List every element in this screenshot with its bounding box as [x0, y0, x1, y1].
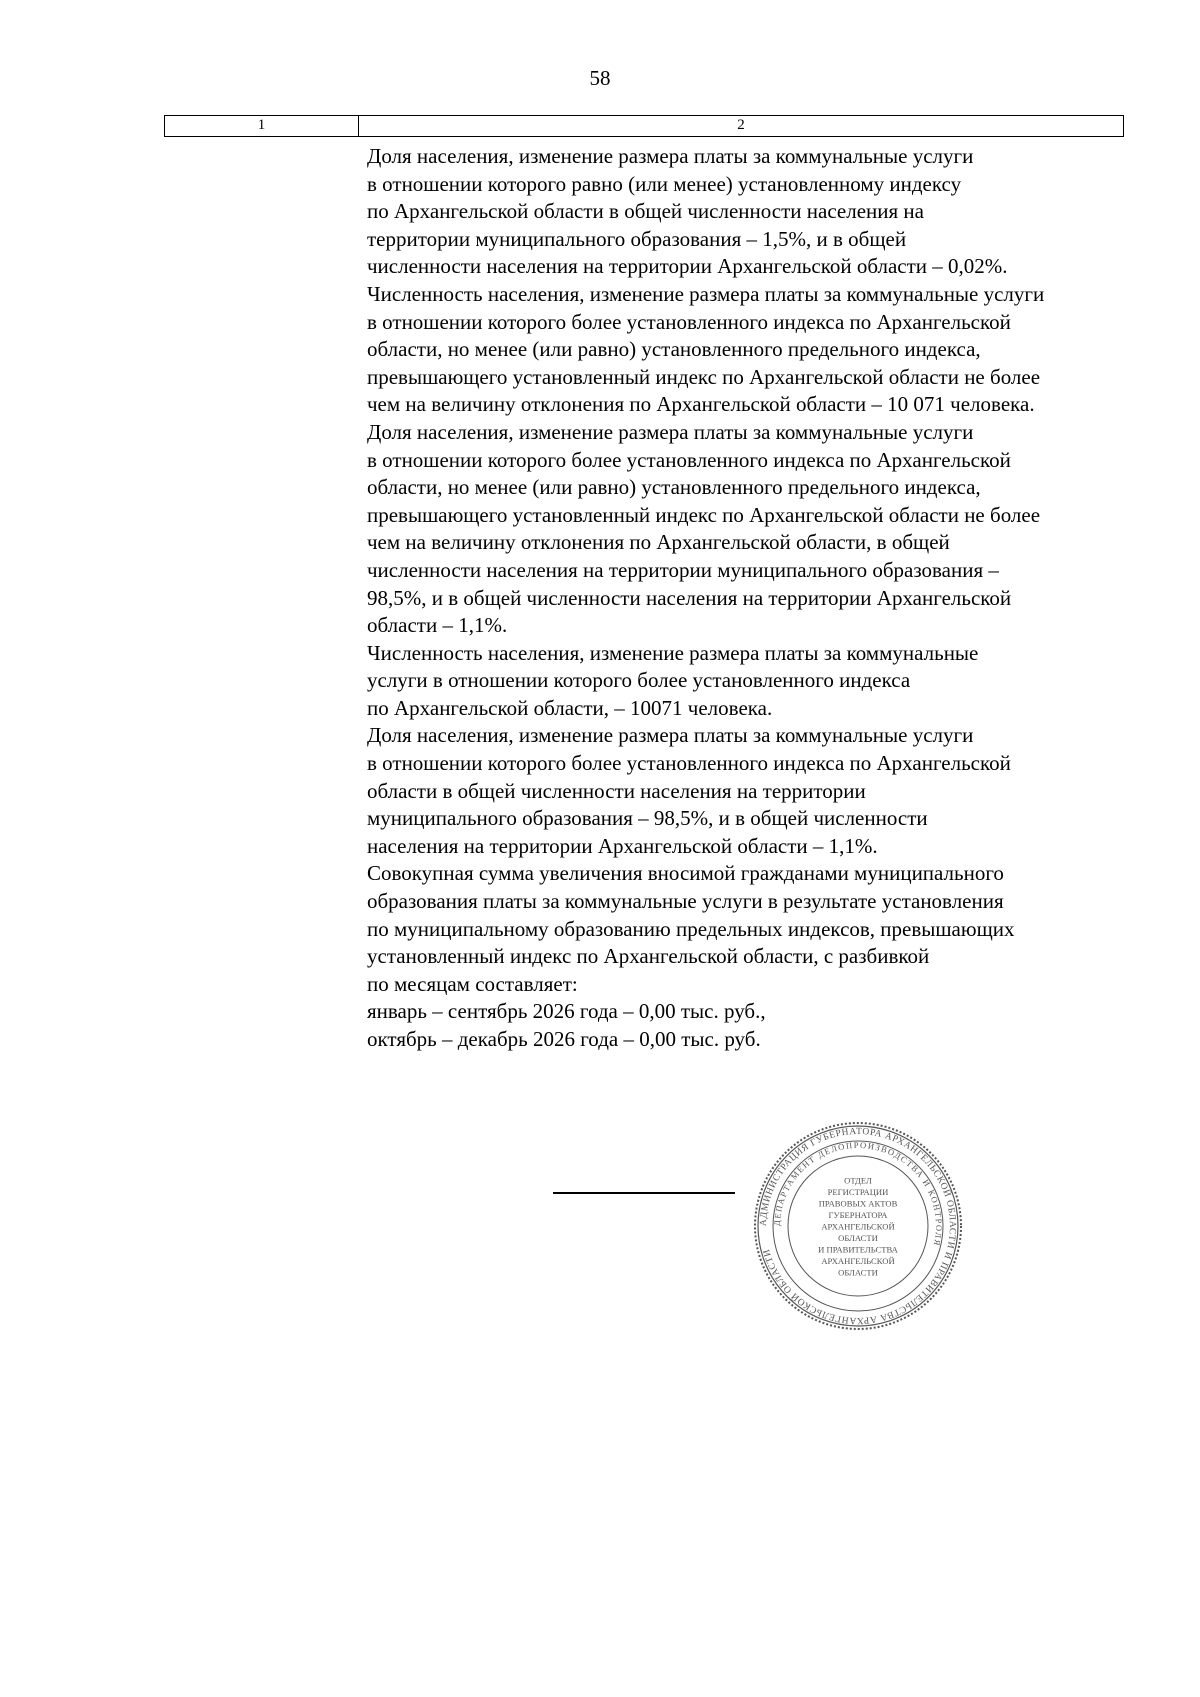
text-line: январь – сентябрь 2026 года – 0,00 тыс. руб.,	[367, 999, 766, 1024]
text-line: превышающего установленный индекс по Архангельской области не более	[367, 364, 1041, 389]
text-line: по месяцам составляет:	[367, 971, 578, 996]
seal-center-line: ПРАВОВЫХ АКТОВ	[818, 1198, 898, 1209]
official-seal	[752, 1120, 964, 1332]
text-line: Совокупная сумма увеличения вносимой гражданами муниципального	[367, 861, 1004, 886]
text-line: октябрь – декабрь 2026 года – 0,00 тыс. руб.	[367, 1027, 761, 1051]
seal-center-line: ОБЛАСТИ	[838, 1233, 878, 1243]
text-line: области – 1,1%.	[367, 613, 508, 638]
text-line: 98,5%, и в общей численности населения на территории Архангельской	[367, 585, 1012, 610]
text-line: территории муниципального образования – 1,5%, и в общей	[367, 226, 907, 251]
seal-inner-ring-text: ДЕПАРТАМЕНТ ДЕЛОПРОИЗВОДСТВА И КОНТРОЛЯ	[771, 1139, 945, 1248]
signature-line	[553, 1192, 735, 1194]
table-header-row	[164, 115, 1124, 137]
text-line: области, но менее (или равно) установленного предельного индекса,	[367, 475, 981, 500]
seal-center-line: АРХАНГЕЛЬСКОЙ	[821, 1256, 895, 1266]
seal-center-line: ГУБЕРНАТОРА	[828, 1210, 888, 1220]
text-line: Доля населения, изменение размера платы за коммунальные услуги	[367, 144, 974, 168]
text-line: Численность населения, изменение размера платы за коммунальные услуги	[367, 281, 1045, 306]
text-line: чем на величину отклонения по Архангельской области, в общей	[367, 530, 950, 555]
seal-center-line: И ПРАВИТЕЛЬСТВА	[818, 1244, 898, 1255]
text-line: по Архангельской области, – 10071 человека.	[367, 695, 773, 720]
seal-graphic	[752, 1120, 964, 1332]
text-line: превышающего установленный индекс по Архангельской области не более	[367, 502, 1041, 527]
text-line: численности населения на территории муниципального образования –	[367, 557, 999, 582]
text-line: услуги в отношении которого более установленного индекса	[367, 668, 911, 693]
text-line: в отношении которого более установленного индекса по Архангельской	[367, 447, 1011, 472]
seal-outer-ring-text: АДМИНИСТРАЦИЯ ГУБЕРНАТОРА АРХАНГЕЛЬСКОЙ ОБЛАСТИ И ПРАВИТЕЛЬСТВА АРХАНГЕЛЬСКОЙ ОБЛАСТИ	[758, 1126, 958, 1326]
text-line: чем на величину отклонения по Архангельской области – 10 071 человека.	[367, 392, 1035, 417]
text-line: в отношении которого более установленного индекса по Архангельской	[367, 309, 1011, 334]
text-line: образования платы за коммунальные услуги в результате установления	[367, 889, 1004, 914]
text-line: Доля населения, изменение размера платы за коммунальные услуги	[367, 723, 974, 748]
seal-center-line: ОБЛАСТИ	[838, 1267, 878, 1278]
text-line: по муниципальному образованию предельных индексов, превышающих	[367, 916, 1015, 941]
text-line: по Архангельской области в общей численности населения на	[367, 199, 924, 224]
seal-center-text	[818, 1176, 898, 1278]
text-line: муниципального образования – 98,5%, и в общей численности	[367, 806, 928, 831]
seal-center-line: ОТДЕЛ	[844, 1175, 872, 1186]
seal-center-line: РЕГИСТРАЦИИ	[827, 1187, 889, 1197]
page-number: 58	[589, 66, 611, 90]
seal-center-line: АРХАНГЕЛЬСКОЙ	[821, 1221, 895, 1232]
table-header-col-1: 1	[165, 116, 359, 136]
text-line: населения на территории Архангельской области – 1,1%.	[367, 833, 878, 858]
text-line: численности населения на территории Архангельской области – 0,02%.	[367, 254, 1008, 279]
text-line: установленный индекс по Архангельской области, с разбивкой	[367, 944, 930, 969]
table-header-col-2: 2	[737, 117, 745, 133]
text-line: Доля населения, изменение размера платы за коммунальные услуги	[367, 419, 974, 444]
text-line: в отношении которого равно (или менее) установленному индексу	[367, 171, 962, 196]
body-text	[367, 143, 1127, 1054]
text-line: в отношении которого более установленного индекса по Архангельской	[367, 751, 1011, 776]
text-line: области, но менее (или равно) установленного предельного индекса,	[367, 337, 981, 362]
text-line: Численность населения, изменение размера платы за коммунальные	[367, 640, 979, 665]
text-line: области в общей численности населения на территории	[367, 778, 866, 803]
